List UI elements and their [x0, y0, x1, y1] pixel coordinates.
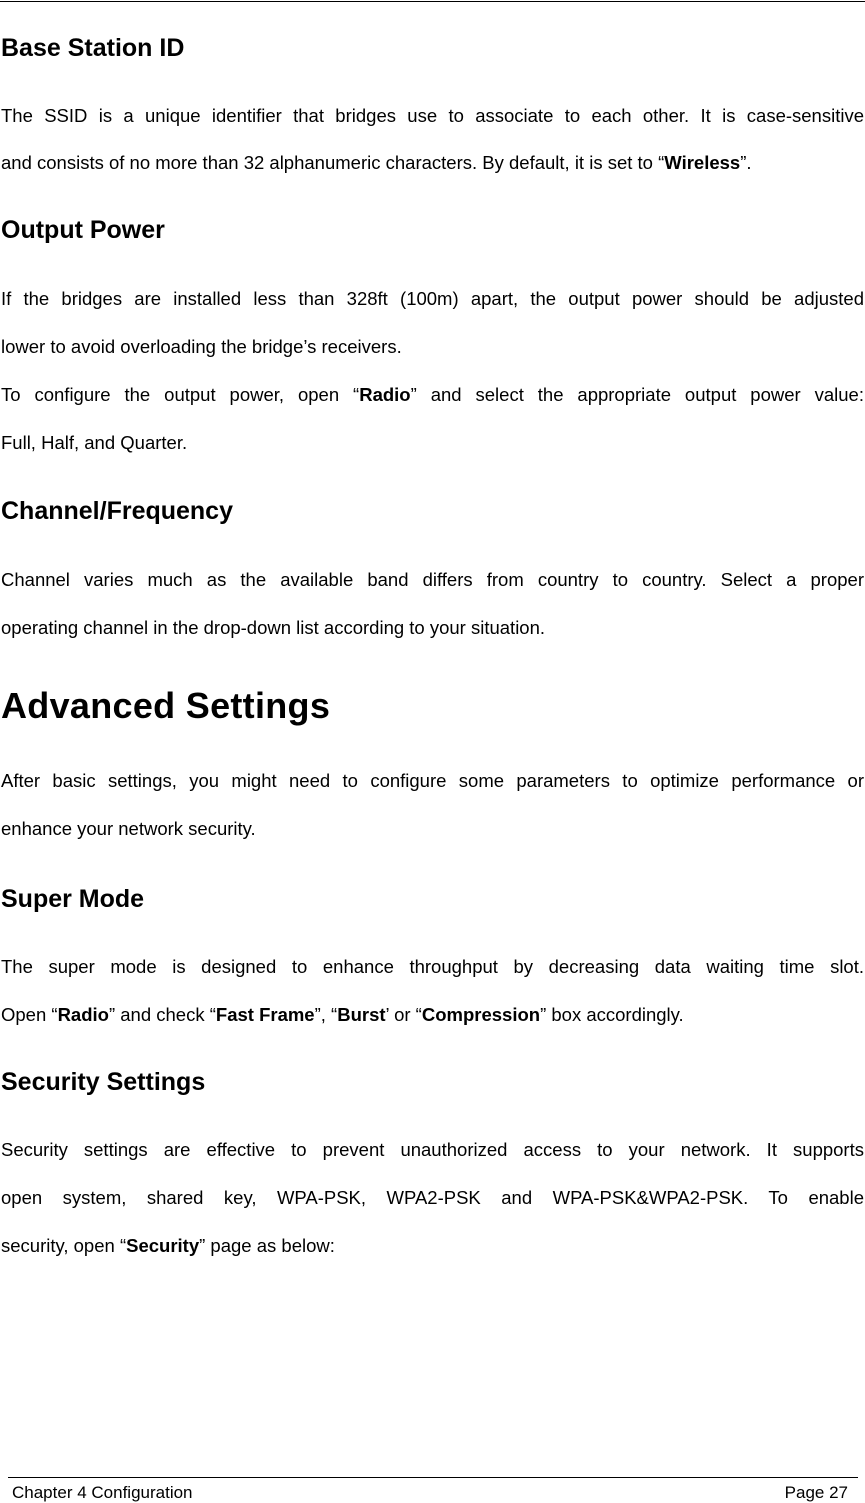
paragraph-line: operating channel in the drop-down list according to your situation. — [1, 617, 546, 638]
paragraph-line: security, open “Security” page as below: — [1, 1235, 335, 1256]
footer-page-number: Page 27 — [784, 1483, 848, 1502]
heading-super-mode: Super Mode — [1, 885, 145, 913]
paragraph-line: The super mode is designed to enhance throughput by decreasing data waiting time slot. — [1, 956, 864, 977]
heading-output-power: Output Power — [1, 216, 165, 244]
emphasis-fast-frame: Fast Frame — [215, 1004, 315, 1025]
paragraph-line: Channel varies much as the available band differs from country to country. Select a proper — [1, 569, 864, 590]
footer-chapter: Chapter 4 Configuration — [12, 1483, 193, 1502]
heading-channel-frequency: Channel/Frequency — [1, 497, 233, 525]
heading-security-settings: Security Settings — [1, 1068, 206, 1096]
heading-advanced-settings: Advanced Settings — [1, 685, 331, 726]
paragraph-line: If the bridges are installed less than 328ft (100m) apart, the output power should be adjusted — [1, 288, 864, 309]
footer-rule — [8, 1477, 858, 1478]
paragraph-line: Open “Radio” and check “Fast Frame”, “Burst’ or “Compression” box accordingly. — [1, 1004, 684, 1025]
paragraph-line: enhance your network security. — [1, 818, 256, 839]
paragraph-line: To configure the output power, open “Radio” and select the appropriate output power value: — [1, 384, 864, 405]
paragraph-line: Security settings are effective to prevent unauthorized access to your network. It supports — [1, 1139, 864, 1160]
header-rule — [0, 1, 865, 2]
paragraph-line: and consists of no more than 32 alphanumeric characters. By default, it is set to “Wireless”. — [1, 152, 752, 173]
paragraph-line: The SSID is a unique identifier that bridges use to associate to each other. It is case-sensitive — [1, 105, 864, 126]
emphasis-compression: Compression — [421, 1004, 541, 1025]
emphasis-radio: Radio — [57, 1004, 109, 1025]
emphasis-radio: Radio — [359, 384, 411, 405]
emphasis-burst: Burst — [337, 1004, 386, 1025]
emphasis-wireless: Wireless — [664, 152, 741, 173]
paragraph-line: Full, Half, and Quarter. — [1, 432, 188, 453]
emphasis-security: Security — [126, 1235, 200, 1256]
heading-base-station-id: Base Station ID — [1, 34, 185, 62]
paragraph-line: open system, shared key, WPA-PSK, WPA2-PSK and WPA-PSK&WPA2-PSK. To enable — [1, 1187, 864, 1208]
paragraph-line: After basic settings, you might need to configure some parameters to optimize performance or — [1, 770, 864, 791]
paragraph-line: lower to avoid overloading the bridge’s receivers. — [1, 336, 402, 357]
